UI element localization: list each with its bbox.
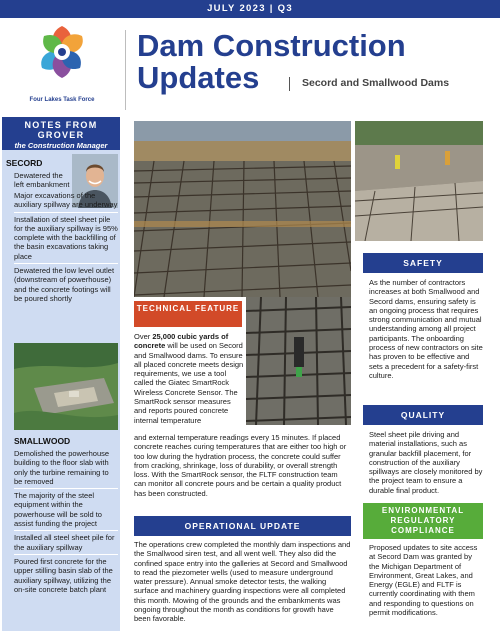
- technical-feature-heading: [134, 301, 242, 327]
- title-line-1: Dam Construction: [137, 28, 406, 63]
- technical-lead-pre: Over: [134, 332, 153, 341]
- four-lakes-logo: [0, 18, 124, 115]
- technical-feature-heading-text: TECHNICAL FEATURE: [136, 304, 240, 313]
- list-item: Installed all steel sheet pile for the auxiliary spillway: [14, 531, 118, 555]
- four-lakes-logo-icon: [0, 18, 124, 96]
- issue-banner: JULY 2023 | Q3: [0, 0, 500, 18]
- quality-body: Steel sheet pile driving and material installations, such as granular backfill placement, for construction of the auxiliary spillways are closely monitored by the project team to ensure a durable final product.: [369, 430, 483, 495]
- technical-lead-bold: 25,000 cubic yards of concrete: [134, 332, 229, 351]
- list-item: Dewatered the low level outlet (downstream of powerhouse) and the concrete footings will be poured shortly: [14, 266, 115, 303]
- sidebar-title: NOTES FROM GROVER: [24, 120, 98, 140]
- environmental-heading-line3: COMPLIANCE: [391, 526, 455, 535]
- operational-update-heading: OPERATIONAL UPDATE: [134, 516, 351, 536]
- safety-body: As the number of contractors increases at both Smallwood and Secord dams, ensuring safety is an ongoing process that requires strong communication and mutual understanding among all project participants. The onboarding process of new contractors on site has proven to be effective and sets a precedent for a safety-first culture.: [369, 278, 483, 380]
- list-item: Major excavations of the auxiliary spillway are underway: [14, 189, 118, 213]
- aerial-image: [14, 343, 118, 430]
- smallwood-aerial-photo: [14, 343, 118, 430]
- smallwood-list: [14, 447, 118, 596]
- sidebar-subtitle: the Construction Manager: [14, 141, 108, 150]
- rebar-photo: [134, 121, 351, 297]
- header-divider: [125, 30, 126, 110]
- technical-continuation: and external temperature readings every 15 minutes. If placed concrete reaches curing temperatures that are either too high or too low during the hydration process, the concrete could suffer from cracking, shrinkage, loss of durability, or overall strength loss. With the SmartRock sensor, the FLTF construction team can monitor all concrete pours and be certain a quality product has been constructed.: [134, 433, 347, 498]
- environmental-body: Proposed updates to site access at Secord Dam was granted by the Michigan Department of Environment, Great Lakes, and Energy (EGLE) and FLTF is currently coordinating with them and responding to questions on permit modifications.: [369, 543, 478, 618]
- subtitle-separator: [289, 77, 290, 91]
- logo-caption: Four Lakes Task Force: [29, 97, 95, 103]
- sidebar-heading: [2, 117, 120, 150]
- environmental-heading: [363, 503, 483, 539]
- sensor-image: [246, 297, 351, 425]
- environmental-heading-line2: REGULATORY: [390, 516, 456, 525]
- list-item: The majority of the steel equipment within the powerhouse will be sold to assist funding the project: [14, 489, 118, 531]
- secord-label: SECORD: [6, 158, 43, 168]
- safety-heading: SAFETY: [363, 253, 483, 273]
- list-item: Dewatered the left embankment: [14, 171, 70, 190]
- smallwood-label: SMALLWOOD: [14, 436, 71, 446]
- environmental-heading-line1: ENVIRONMENTAL: [381, 506, 465, 515]
- site-work-photo: [355, 121, 483, 241]
- title-line-2: Updates: [137, 60, 260, 95]
- sensor-photo: [246, 297, 351, 425]
- technical-lead-post: will be used on Secord and Smallwood dams. To ensure all placed concrete meets design requirements, we use a tool called the Giatec SmartRock Wireless Concrete Sensor. The SmartRock sensor measures and reports poured concrete internal temperature: [134, 341, 244, 425]
- list-item: Installation of steel sheet pile for the auxiliary spillway is 95% complete with the backfilling of the basin excavations taking place: [14, 213, 118, 264]
- page-subtitle: Secord and Smallwood Dams: [302, 77, 450, 89]
- secord-list: [14, 189, 118, 305]
- quality-heading: QUALITY: [363, 405, 483, 425]
- operational-update-body: The operations crew completed the monthly dam inspections and the Smallwood siren test, and all went well. They also did the confined space entry into the galleries at Secord and Smallwood to read the piezometer wells (used to measure underground water pressure). Annual smoke detector tests, the walking surface and machinery guarding inspections were all completed this month. Mowing of the grounds and the embankments was ongoing throughout the month as conditions for growth have been favorable.: [134, 540, 351, 624]
- technical-lead: [134, 332, 244, 425]
- rebar-image: [134, 121, 351, 297]
- list-item: Demolished the powerhouse building to the floor slab with only the turbine remaining to be removed: [14, 447, 118, 489]
- site-work-image: [355, 121, 483, 241]
- list-item: Poured first concrete for the upper stilling basin slab of the auxiliary spillway, utilizing the on-site concrete batch plant: [14, 556, 113, 594]
